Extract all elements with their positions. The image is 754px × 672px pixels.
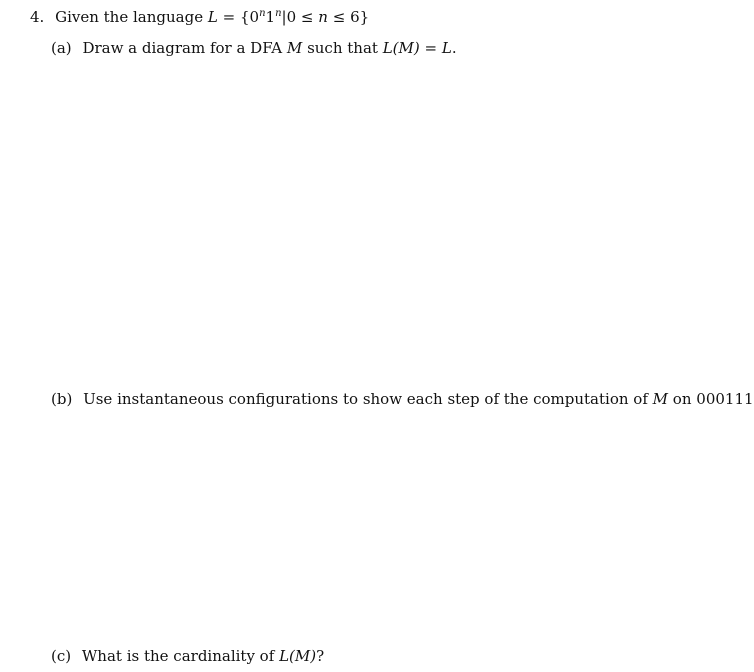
part-a-text: Draw a diagram for a DFA [82, 39, 283, 57]
exponent-n-zero: n [259, 8, 266, 19]
part-b [51, 389, 754, 409]
part-c-expression: L(M) [279, 647, 317, 665]
part-b-text: Use instantaneous configurations to show each step of the computation of [83, 390, 648, 408]
leq-sign-1: ≤ [300, 8, 314, 26]
exponent-n-one: n [275, 8, 282, 19]
part-a-mid-text: such that [307, 39, 378, 57]
part-a-machine: M [286, 39, 303, 57]
base-zero: 0 [249, 8, 260, 26]
equals-sign: = [222, 8, 236, 26]
question-prefix: Given the language [55, 8, 204, 26]
base-one: 1 [265, 8, 276, 26]
variable-n: n [318, 8, 328, 26]
set-open-brace: { [239, 8, 250, 26]
part-a-period: . [451, 39, 457, 57]
upper-bound: 6 [350, 8, 360, 26]
answer-space-a[interactable] [51, 62, 658, 380]
part-a-tag: (a) [51, 39, 72, 57]
language-symbol: L [207, 8, 218, 26]
part-a [51, 38, 457, 58]
set-bar: | [281, 8, 287, 26]
answer-space-b[interactable] [51, 413, 658, 639]
lower-bound: 0 [286, 8, 297, 26]
part-c [51, 646, 324, 666]
part-a-lhs: L(M) [382, 39, 420, 57]
part-a-equals: = [424, 39, 438, 57]
part-b-machine: M [652, 390, 669, 408]
part-c-tag: (c) [51, 647, 72, 665]
part-b-input-string: 000111 [696, 390, 754, 408]
part-c-question-mark: ? [316, 647, 325, 665]
part-a-rhs: L [441, 39, 452, 57]
part-b-mid-text: on [672, 390, 692, 408]
part-c-text: What is the cardinality of [81, 647, 275, 665]
part-b-tag: (b) [51, 390, 73, 408]
question-number: 4. [30, 8, 45, 26]
leq-sign-2: ≤ [332, 8, 346, 26]
set-close-brace: } [359, 8, 370, 26]
language-definition [208, 8, 369, 26]
question-4 [30, 7, 369, 27]
